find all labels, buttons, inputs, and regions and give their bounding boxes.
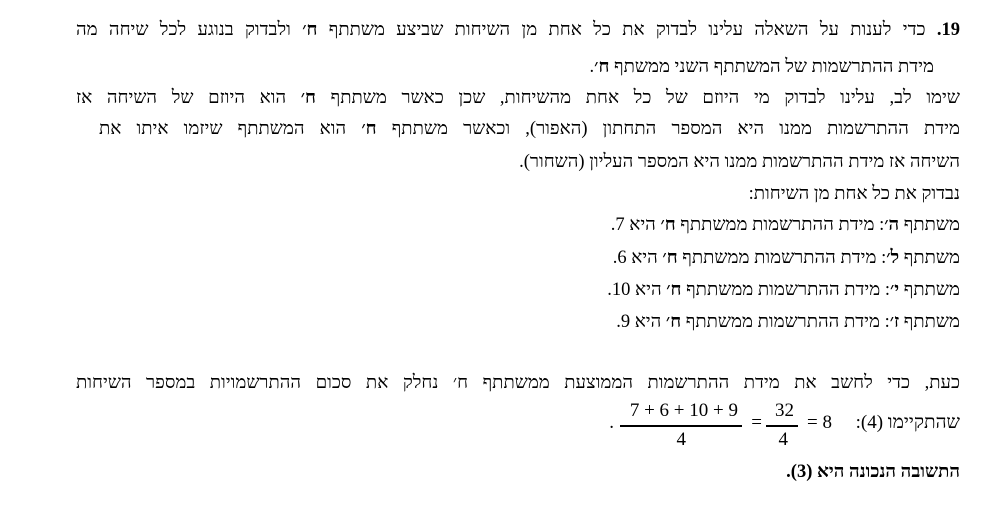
question-line-4: מידת ההתרשמות ממנו היא המספר התחתון (האפור), וכאשר משתתף ח׳ הוא המשתתף שיזמו איתו את: [99, 119, 961, 139]
fraction-1-bar: [620, 425, 742, 427]
check-line: משתתף י׳: מידת ההתרשמות ממשתתף ח׳ היא 10.: [607, 280, 960, 300]
check-line: משתתף ז׳: מידת ההתרשמות ממשתתף ח׳ היא 9.: [616, 312, 960, 332]
fraction-2-numerator: 32: [775, 400, 794, 421]
question-line-5: השיחה אז מידת ההתרשמות ממנו היא המספר העליון (השחור).: [519, 152, 960, 172]
final-answer: התשובה הנכונה היא (3).: [786, 462, 960, 482]
question-number: 19.: [936, 20, 960, 40]
question-line-3: שימו לב, עלינו לבדוק מי היוזם של כל אחת מהשיחות, שכן כאשר משתתף ח׳ הוא היוזם של השיחה אז: [76, 88, 960, 108]
question-line-1: 19. כדי לענות על השאלה עלינו לבדוק את כל אחת מן השיחות שביצע משתתף ח׳ ולבדוק בנוגע לכל שיחה מה: [76, 20, 960, 40]
fraction-2-bar: [766, 425, 798, 427]
check-line: משתתף ה׳: מידת ההתרשמות ממשתתף ח׳ היא 7.: [610, 215, 960, 235]
question-line-6: נבדוק את כל אחת מן השיחות:: [748, 184, 960, 204]
calc-result: = 8: [807, 412, 832, 433]
question-line-2: מידת ההתרשמות של המשתתף השני ממשתף ח׳.: [589, 57, 934, 77]
calc-period: .: [609, 412, 614, 433]
calc-prefix: שהתקיימו (4):: [855, 412, 960, 433]
average-formula: [560, 398, 960, 458]
fraction-1-numerator: 7 + 6 + 10 + 9: [629, 400, 738, 421]
fraction-1-denominator: 4: [676, 429, 686, 450]
fraction-2-denominator: 4: [778, 429, 788, 450]
check-line: משתתף ל׳: מידת ההתרשמות ממשתתף ח׳ היא 6.: [612, 248, 960, 268]
equals-sign: =: [751, 412, 762, 433]
calc-line-1: כעת, כדי לחשב את מידת ההתרשמות הממוצעת ממשתתף ח׳ נחלק את סכום ההתרשמויות במספר השיחות: [76, 373, 960, 393]
